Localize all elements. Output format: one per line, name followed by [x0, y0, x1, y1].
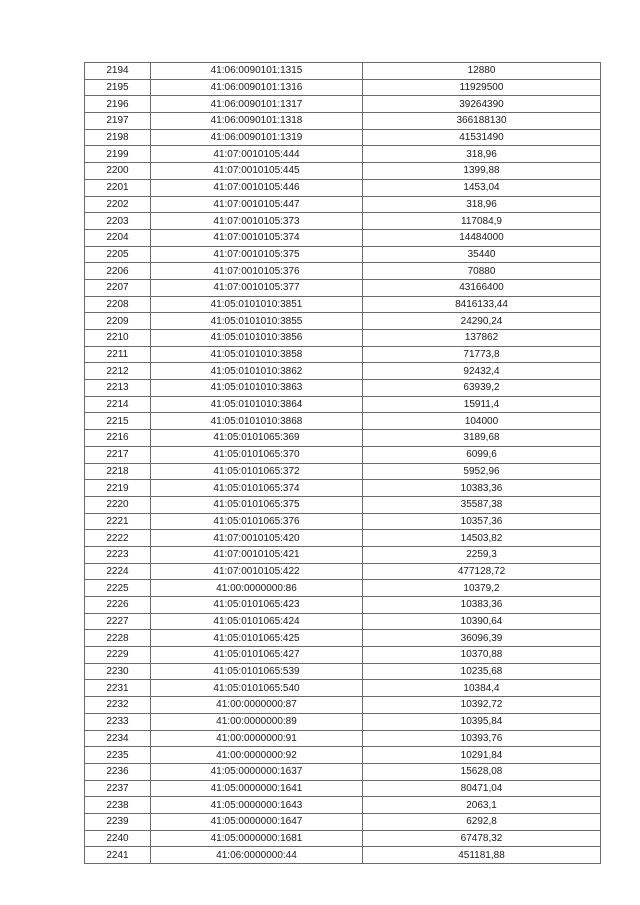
table-row [85, 763, 601, 780]
table-row [85, 730, 601, 747]
cadastral-number-cell: 41:05:0101065:376 [151, 513, 363, 530]
row-number-cell: 2234 [85, 730, 151, 747]
cadastral-number-cell: 41:05:0101065:427 [151, 647, 363, 664]
table-row [85, 496, 601, 513]
cadastral-number-cell: 41:06:0090101:1318 [151, 113, 363, 130]
table-row [85, 413, 601, 430]
table-row [85, 647, 601, 664]
table-row [85, 580, 601, 597]
row-number-cell: 2215 [85, 413, 151, 430]
table-row [85, 813, 601, 830]
value-cell: 5952,96 [363, 463, 601, 480]
value-cell: 67478,32 [363, 830, 601, 847]
value-cell: 35440 [363, 246, 601, 263]
table-row [85, 163, 601, 180]
row-number-cell: 2216 [85, 430, 151, 447]
cadastral-number-cell: 41:05:0101065:374 [151, 480, 363, 497]
cadastral-number-cell: 41:06:0090101:1316 [151, 79, 363, 96]
table-row [85, 847, 601, 864]
row-number-cell: 2197 [85, 113, 151, 130]
value-cell: 24290,24 [363, 313, 601, 330]
table-row [85, 463, 601, 480]
row-number-cell: 2208 [85, 296, 151, 313]
value-cell: 15628,08 [363, 763, 601, 780]
table-row [85, 96, 601, 113]
table-row [85, 597, 601, 614]
cadastral-number-cell: 41:05:0101010:3868 [151, 413, 363, 430]
cadastral-number-cell: 41:05:0101065:370 [151, 446, 363, 463]
value-cell: 10370,88 [363, 647, 601, 664]
value-cell: 39264390 [363, 96, 601, 113]
row-number-cell: 2241 [85, 847, 151, 864]
row-number-cell: 2194 [85, 63, 151, 80]
row-number-cell: 2203 [85, 213, 151, 230]
cadastral-number-cell: 41:05:0101065:372 [151, 463, 363, 480]
value-cell: 10235,68 [363, 663, 601, 680]
value-cell: 137862 [363, 330, 601, 347]
row-number-cell: 2223 [85, 546, 151, 563]
table-row [85, 546, 601, 563]
table-row [85, 129, 601, 146]
table-row [85, 263, 601, 280]
value-cell: 36096,39 [363, 630, 601, 647]
value-cell: 2063,1 [363, 797, 601, 814]
value-cell: 80471,04 [363, 780, 601, 797]
row-number-cell: 2237 [85, 780, 151, 797]
row-number-cell: 2229 [85, 647, 151, 664]
cadastral-number-cell: 41:07:0010105:373 [151, 213, 363, 230]
row-number-cell: 2212 [85, 363, 151, 380]
table-row [85, 363, 601, 380]
cadastral-number-cell: 41:05:0000000:1681 [151, 830, 363, 847]
row-number-cell: 2219 [85, 480, 151, 497]
value-cell: 35587,38 [363, 496, 601, 513]
value-cell: 10392,72 [363, 697, 601, 714]
table-row [85, 513, 601, 530]
value-cell: 10383,36 [363, 597, 601, 614]
cadastral-number-cell: 41:05:0101065:424 [151, 613, 363, 630]
value-cell: 10395,84 [363, 713, 601, 730]
row-number-cell: 2227 [85, 613, 151, 630]
table-row [85, 313, 601, 330]
table-row [85, 179, 601, 196]
cadastral-number-cell: 41:07:0010105:374 [151, 229, 363, 246]
row-number-cell: 2240 [85, 830, 151, 847]
row-number-cell: 2217 [85, 446, 151, 463]
cadastral-number-cell: 41:07:0010105:375 [151, 246, 363, 263]
value-cell: 92432,4 [363, 363, 601, 380]
cadastral-number-cell: 41:07:0010105:446 [151, 179, 363, 196]
table-row [85, 797, 601, 814]
cadastral-number-cell: 41:05:0101010:3856 [151, 330, 363, 347]
cadastral-number-cell: 41:00:0000000:91 [151, 730, 363, 747]
value-cell: 15911,4 [363, 396, 601, 413]
row-number-cell: 2224 [85, 563, 151, 580]
cadastral-number-cell: 41:05:0101010:3851 [151, 296, 363, 313]
table-row [85, 530, 601, 547]
cadastral-number-cell: 41:07:0010105:421 [151, 546, 363, 563]
row-number-cell: 2207 [85, 279, 151, 296]
value-cell: 10357,36 [363, 513, 601, 530]
value-cell: 10390,64 [363, 613, 601, 630]
value-cell: 70880 [363, 263, 601, 280]
table-row [85, 630, 601, 647]
cadastral-number-cell: 41:05:0101065:425 [151, 630, 363, 647]
value-cell: 318,96 [363, 146, 601, 163]
cadastral-number-cell: 41:05:0101065:423 [151, 597, 363, 614]
row-number-cell: 2226 [85, 597, 151, 614]
value-cell: 366188130 [363, 113, 601, 130]
table-row [85, 563, 601, 580]
row-number-cell: 2238 [85, 797, 151, 814]
row-number-cell: 2211 [85, 346, 151, 363]
table-row [85, 196, 601, 213]
value-cell: 2259,3 [363, 546, 601, 563]
cadastral-number-cell: 41:07:0010105:445 [151, 163, 363, 180]
row-number-cell: 2220 [85, 496, 151, 513]
table-body [85, 63, 601, 864]
cadastral-number-cell: 41:07:0010105:376 [151, 263, 363, 280]
value-cell: 10383,36 [363, 480, 601, 497]
value-cell: 10393,76 [363, 730, 601, 747]
value-cell: 8416133,44 [363, 296, 601, 313]
table-row [85, 480, 601, 497]
cadastral-number-cell: 41:05:0101065:540 [151, 680, 363, 697]
table-row [85, 279, 601, 296]
row-number-cell: 2214 [85, 396, 151, 413]
value-cell: 43166400 [363, 279, 601, 296]
cadastral-number-cell: 41:05:0101010:3855 [151, 313, 363, 330]
row-number-cell: 2205 [85, 246, 151, 263]
row-number-cell: 2235 [85, 747, 151, 764]
row-number-cell: 2233 [85, 713, 151, 730]
row-number-cell: 2206 [85, 263, 151, 280]
table-row [85, 330, 601, 347]
table-row [85, 613, 601, 630]
row-number-cell: 2231 [85, 680, 151, 697]
cadastral-number-cell: 41:05:0101010:3864 [151, 396, 363, 413]
value-cell: 71773,8 [363, 346, 601, 363]
value-cell: 3189,68 [363, 430, 601, 447]
row-number-cell: 2209 [85, 313, 151, 330]
value-cell: 14484000 [363, 229, 601, 246]
row-number-cell: 2236 [85, 763, 151, 780]
cadastral-number-cell: 41:05:0101065:539 [151, 663, 363, 680]
row-number-cell: 2201 [85, 179, 151, 196]
value-cell: 10291,84 [363, 747, 601, 764]
cadastral-number-cell: 41:07:0010105:422 [151, 563, 363, 580]
row-number-cell: 2232 [85, 697, 151, 714]
cadastral-number-cell: 41:07:0010105:420 [151, 530, 363, 547]
table-row [85, 396, 601, 413]
value-cell: 318,96 [363, 196, 601, 213]
value-cell: 14503,82 [363, 530, 601, 547]
row-number-cell: 2239 [85, 813, 151, 830]
cadastral-value-table [84, 62, 601, 864]
cadastral-number-cell: 41:06:0090101:1317 [151, 96, 363, 113]
cadastral-number-cell: 41:05:0000000:1637 [151, 763, 363, 780]
row-number-cell: 2204 [85, 229, 151, 246]
row-number-cell: 2222 [85, 530, 151, 547]
row-number-cell: 2213 [85, 380, 151, 397]
value-cell: 477128,72 [363, 563, 601, 580]
cadastral-number-cell: 41:05:0101010:3862 [151, 363, 363, 380]
row-number-cell: 2195 [85, 79, 151, 96]
value-cell: 41531490 [363, 129, 601, 146]
value-cell: 6099,6 [363, 446, 601, 463]
row-number-cell: 2200 [85, 163, 151, 180]
value-cell: 63939,2 [363, 380, 601, 397]
table-row [85, 213, 601, 230]
value-cell: 1453,04 [363, 179, 601, 196]
cadastral-number-cell: 41:00:0000000:86 [151, 580, 363, 597]
table-row [85, 747, 601, 764]
cadastral-number-cell: 41:05:0000000:1643 [151, 797, 363, 814]
cadastral-number-cell: 41:00:0000000:87 [151, 697, 363, 714]
cadastral-number-cell: 41:05:0000000:1641 [151, 780, 363, 797]
table-row [85, 446, 601, 463]
row-number-cell: 2230 [85, 663, 151, 680]
table-row [85, 146, 601, 163]
cadastral-number-cell: 41:07:0010105:444 [151, 146, 363, 163]
value-cell: 12880 [363, 63, 601, 80]
value-cell: 10379,2 [363, 580, 601, 597]
table-row [85, 63, 601, 80]
row-number-cell: 2202 [85, 196, 151, 213]
table-row [85, 79, 601, 96]
row-number-cell: 2210 [85, 330, 151, 347]
row-number-cell: 2196 [85, 96, 151, 113]
cadastral-number-cell: 41:05:0000000:1647 [151, 813, 363, 830]
value-cell: 10384,4 [363, 680, 601, 697]
value-cell: 117084,9 [363, 213, 601, 230]
table-row [85, 680, 601, 697]
cadastral-number-cell: 41:00:0000000:89 [151, 713, 363, 730]
value-cell: 1399,88 [363, 163, 601, 180]
value-cell: 451181,88 [363, 847, 601, 864]
value-cell: 6292,8 [363, 813, 601, 830]
row-number-cell: 2199 [85, 146, 151, 163]
cadastral-number-cell: 41:05:0101010:3863 [151, 380, 363, 397]
table-row [85, 113, 601, 130]
table-row [85, 229, 601, 246]
row-number-cell: 2225 [85, 580, 151, 597]
cadastral-number-cell: 41:06:0090101:1319 [151, 129, 363, 146]
value-cell: 104000 [363, 413, 601, 430]
cadastral-number-cell: 41:07:0010105:447 [151, 196, 363, 213]
row-number-cell: 2198 [85, 129, 151, 146]
table-row [85, 697, 601, 714]
cadastral-number-cell: 41:07:0010105:377 [151, 279, 363, 296]
row-number-cell: 2228 [85, 630, 151, 647]
row-number-cell: 2218 [85, 463, 151, 480]
table-row [85, 713, 601, 730]
cadastral-number-cell: 41:00:0000000:92 [151, 747, 363, 764]
cadastral-number-cell: 41:05:0101065:375 [151, 496, 363, 513]
cadastral-number-cell: 41:06:0090101:1315 [151, 63, 363, 80]
table-row [85, 246, 601, 263]
table-row [85, 430, 601, 447]
table-row [85, 380, 601, 397]
table-row [85, 346, 601, 363]
cadastral-number-cell: 41:06:0000000:44 [151, 847, 363, 864]
value-cell: 11929500 [363, 79, 601, 96]
table-row [85, 296, 601, 313]
cadastral-number-cell: 41:05:0101065:369 [151, 430, 363, 447]
table-row [85, 663, 601, 680]
cadastral-number-cell: 41:05:0101010:3858 [151, 346, 363, 363]
row-number-cell: 2221 [85, 513, 151, 530]
table-row [85, 780, 601, 797]
table-row [85, 830, 601, 847]
